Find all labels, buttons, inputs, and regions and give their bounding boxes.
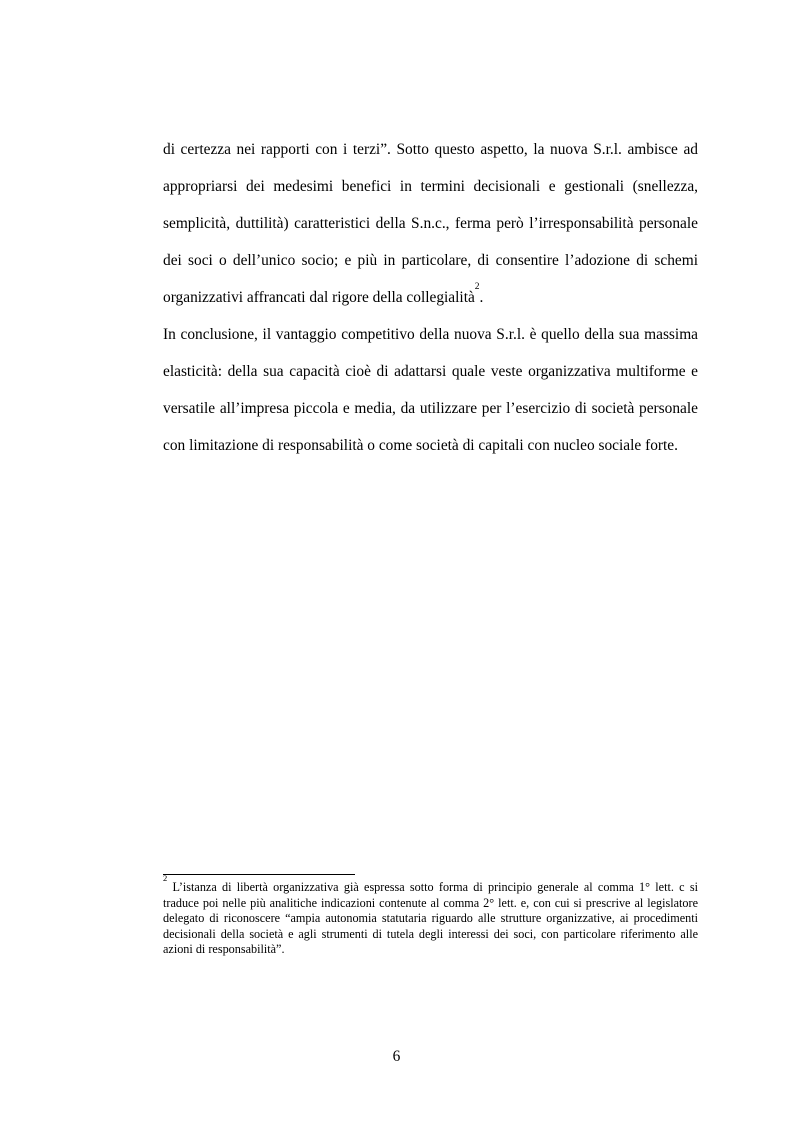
paragraph-text: di certezza nei rapporti con i terzi”. Sotto questo aspetto, la nuova S.r.l. ambisce ad appropriarsi dei medesimi benefici in termini decisionali e gestionali (snellezza, semplicità, duttilità) caratteristici della S.n.c., ferma però l’irresponsabilità personale dei soci o dell’unico socio; e più in particolare, di consentire l’adozione di schemi organizzativi affrancati dal rigore della collegialità xyxy=(163,141,698,306)
paragraph xyxy=(163,316,698,464)
page-number: 6 xyxy=(392,1048,401,1065)
footnote-reference[interactable]: 2 xyxy=(474,281,480,292)
paragraph-text: In conclusione, il vantaggio competitivo della nuova S.r.l. è quello della sua massima elasticità: della sua capacità cioè di adattarsi quale veste organizzativa multiforme e versatile all’impresa piccola e media, da utilizzare per l’esercizio di società personale con limitazione di responsabilità o come società di capitali con nucleo sociale forte. xyxy=(163,326,698,454)
footnote-text: L’istanza di libertà organizzativa già espressa sotto forma di principio generale al comma 1° lett. c si traduce poi nelle più analitiche indicazioni contenute al comma 2° lett. e, con cui si prescrive al legislatore delegato di riconoscere “ampia autonomia statutaria riguardo alle strutture organizzative, ai procedimenti decisionali della società e agli strumenti di tutela degli interessi dei soci, con particolare riferimento alle azioni di responsabilità”. xyxy=(163,880,698,957)
paragraph xyxy=(163,131,698,316)
footnote-separator xyxy=(163,874,355,875)
footnote-number: 2 xyxy=(163,872,168,883)
footnote xyxy=(163,872,698,958)
body-text xyxy=(163,131,698,464)
paragraph-end: . xyxy=(479,289,484,306)
